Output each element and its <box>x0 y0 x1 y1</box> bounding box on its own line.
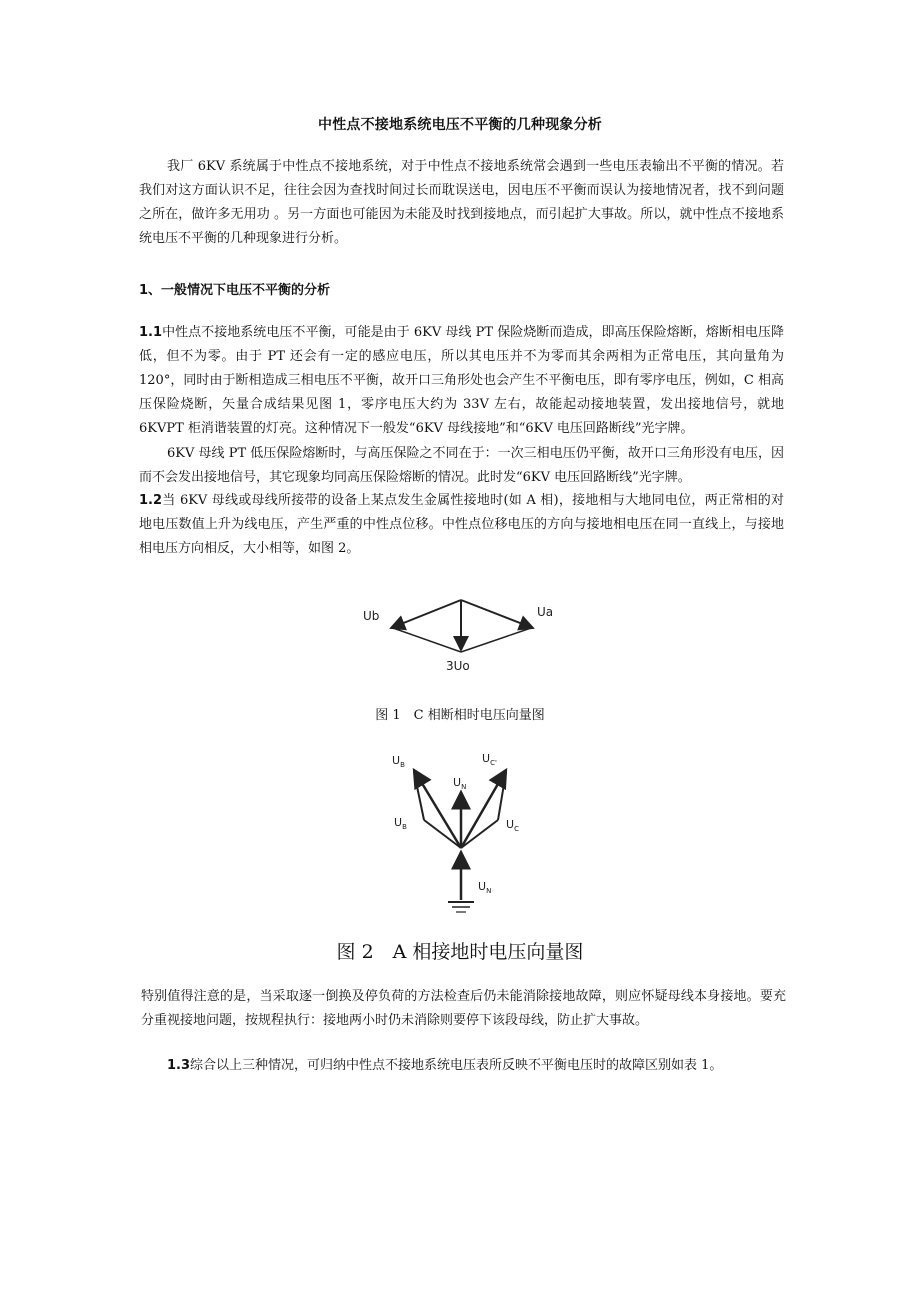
label-un-top: $U_N$ <box>453 776 467 791</box>
label-ub-mid: $U_B$ <box>394 816 407 831</box>
figure-1-caption: 图 1 C 相断相时电压向量图 <box>375 708 545 723</box>
note-paragraph: 特别值得注意的是，当采取逐一倒换及停负荷的方法检查后仍未能消除接地故障，则应怀疑母线本身接地。要充分重视接地问题，按规程执行：接地两小时仍未消除则要停下该段母线，防止扩大事故。 <box>141 989 786 1028</box>
line-ub-short <box>424 820 461 848</box>
paragraph-text: 当 6KV 母线或母线所接带的设备上某点发生金属性接地时(如 A 相)，接地相与大地同电位，两正常相的对地电压数值上升为线电压，产生严重的中性点位移。中性点位移电压的方向与接地相电压在同一直线上，与接地相电压方向相反，大小相等，如图 2。 <box>139 493 784 556</box>
section-1-heading: 1、一般情况下电压不平衡的分析 <box>139 283 331 298</box>
line-ub-to-u0 <box>393 628 461 652</box>
figure-2-caption: 图 2 A 相接地时电压向量图 <box>336 941 584 963</box>
label-uc-mid: $U_C$ <box>506 818 519 833</box>
label-ub-top: $U_B$ <box>392 754 405 769</box>
figure-1-vector-diagram <box>355 590 565 680</box>
vector-ub-line <box>391 600 461 628</box>
vector-ua-line <box>461 600 533 628</box>
paragraph-number: 1.3 <box>167 1058 191 1073</box>
paragraph-text: 中性点不接地系统电压不平衡，可能是由于 6KV 母线 PT 保险烧断而造成，即高压保险熔断，熔断相电压降低，但不为零。由于 PT 还会有一定的感应电压，所以其电压并不为零而其余两相为正常电压，其向量角为 120°，同时由于断相造成三相电压不平衡，故开口三角形处也会产生不平衡电压，即有零序电压，例如，C 相高压保险烧断，矢量合成结果见图 1，零序电压大约为 33V 左右，故能起动接地装置，发出接地信号，就地 6KVPT 柜消谐装置的灯亮。这种情况下一般发“6KV 母线接地”和“6KV 电压回路断线”光字牌。 <box>139 325 784 436</box>
line-uc-short <box>461 820 498 848</box>
label-3u0: 3Uo <box>446 659 470 673</box>
figure-2-vector-diagram <box>380 740 540 920</box>
line-ua-to-u0 <box>461 628 531 652</box>
label-un-bottom: $U_N$ <box>478 880 492 895</box>
paragraph-1-2 <box>139 489 784 561</box>
page-title: 中性点不接地系统电压不平衡的几种现象分析 <box>318 117 602 133</box>
paragraph-1-3 <box>167 1054 787 1078</box>
paragraph-text: 综合以上三种情况，可归纳中性点不接地系统电压表所反映不平衡电压时的故障区别如表 1。 <box>190 1058 723 1073</box>
label-ub: Ub <box>363 609 380 623</box>
label-uc-top: $U_{C'}$ <box>482 752 497 767</box>
paragraph-number: 1.1 <box>139 325 163 340</box>
paragraph-1-1-b: 6KV 母线 PT 低压保险熔断时，与高压保险之不同在于：一次三相电压仍平衡，故开口三角形没有电压，因而不会发出接地信号，其它现象均同高压保险熔断的情况。此时发“6KV 电压回路断线”光字牌。 <box>139 446 784 485</box>
paragraph-number: 1.2 <box>139 493 163 508</box>
intro-paragraph: 我厂 6KV 系统属于中性点不接地系统，对于中性点不接地系统常会遇到一些电压表输出不平衡的情况。若我们对这方面认识不足，往往会因为查找时间过长而耽误送电，因电压不平衡而误认为接地情况者，找不到问题之所在，做许多无用功 。另一方面也可能因为未能及时找到接地点，而引起扩大事故。所以，就中性点不接地系统电压不平衡的几种现象进行分析。 <box>139 159 784 246</box>
paragraph-1-1 <box>139 321 784 441</box>
label-ua: Ua <box>537 605 554 619</box>
